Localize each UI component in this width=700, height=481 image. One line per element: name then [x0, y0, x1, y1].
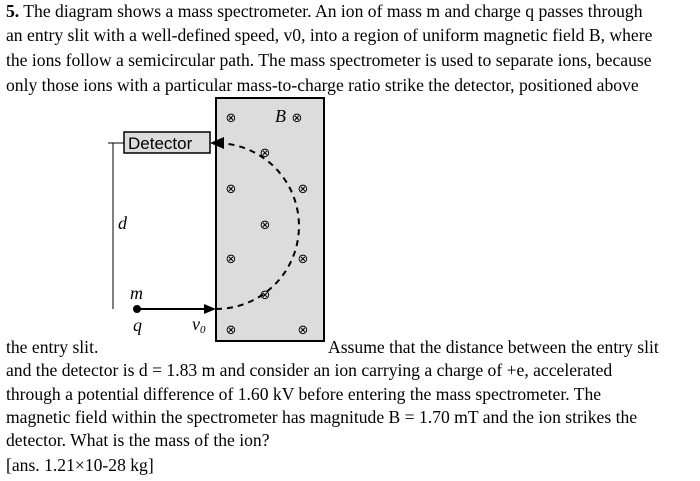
body-line-3: magnetic field within the spectrometer has magnitude B = 1.70 mT and the ion strikes the: [6, 407, 638, 427]
field-label: B: [275, 106, 286, 126]
field-x-icon: ⊗: [259, 218, 271, 233]
problem-number: 5.: [6, 1, 20, 21]
field-x-icon: ⊗: [225, 252, 237, 267]
wrap-left-text: the entry slit.: [6, 337, 99, 357]
intro-line-4: only those ions with a particular mass-to-charge ratio strike the detector, positioned above: [6, 75, 639, 95]
intro-line-3: the ions follow a semicircular path. The mass spectrometer is used to separate ions, because: [6, 50, 652, 70]
wrap-right-text: Assume that the distance between the entry slit: [328, 337, 659, 357]
velocity-arrowhead: [204, 304, 216, 314]
field-x-icon: ⊗: [297, 252, 309, 267]
field-x-icon: ⊗: [259, 288, 271, 303]
field-x-icon: ⊗: [225, 111, 237, 126]
field-x-icon: ⊗: [297, 182, 309, 197]
ion-dot: [133, 305, 141, 313]
charge-label: q: [133, 315, 142, 335]
field-x-icon: ⊗: [225, 323, 237, 338]
answer-line: [ans. 1.21×10-28 kg]: [6, 455, 154, 475]
body-line-1: and the detector is d = 1.83 m and consider an ion carrying a charge of +e, accelerated: [6, 360, 613, 380]
body-line-2: through a potential difference of 1.60 kV before entering the mass spectrometer. The: [6, 384, 602, 404]
field-x-icon: ⊗: [291, 111, 303, 126]
field-x-icon: ⊗: [297, 323, 309, 338]
field-x-icon: ⊗: [225, 182, 237, 197]
body-line-4: detector. What is the mass of the ion?: [6, 430, 270, 450]
field-x-icon: ⊗: [259, 146, 271, 161]
intro-line-2: an entry slit with a well-defined speed, v0, into a region of uniform magnetic field B, where: [6, 25, 653, 45]
detector-label: Detector: [128, 134, 193, 153]
mass-label: m: [130, 283, 143, 303]
speed-label: v0: [192, 314, 206, 336]
intro-line-1: The diagram shows a mass spectrometer. An ion of mass m and charge q passes through: [23, 1, 643, 21]
distance-label: d: [118, 213, 127, 233]
